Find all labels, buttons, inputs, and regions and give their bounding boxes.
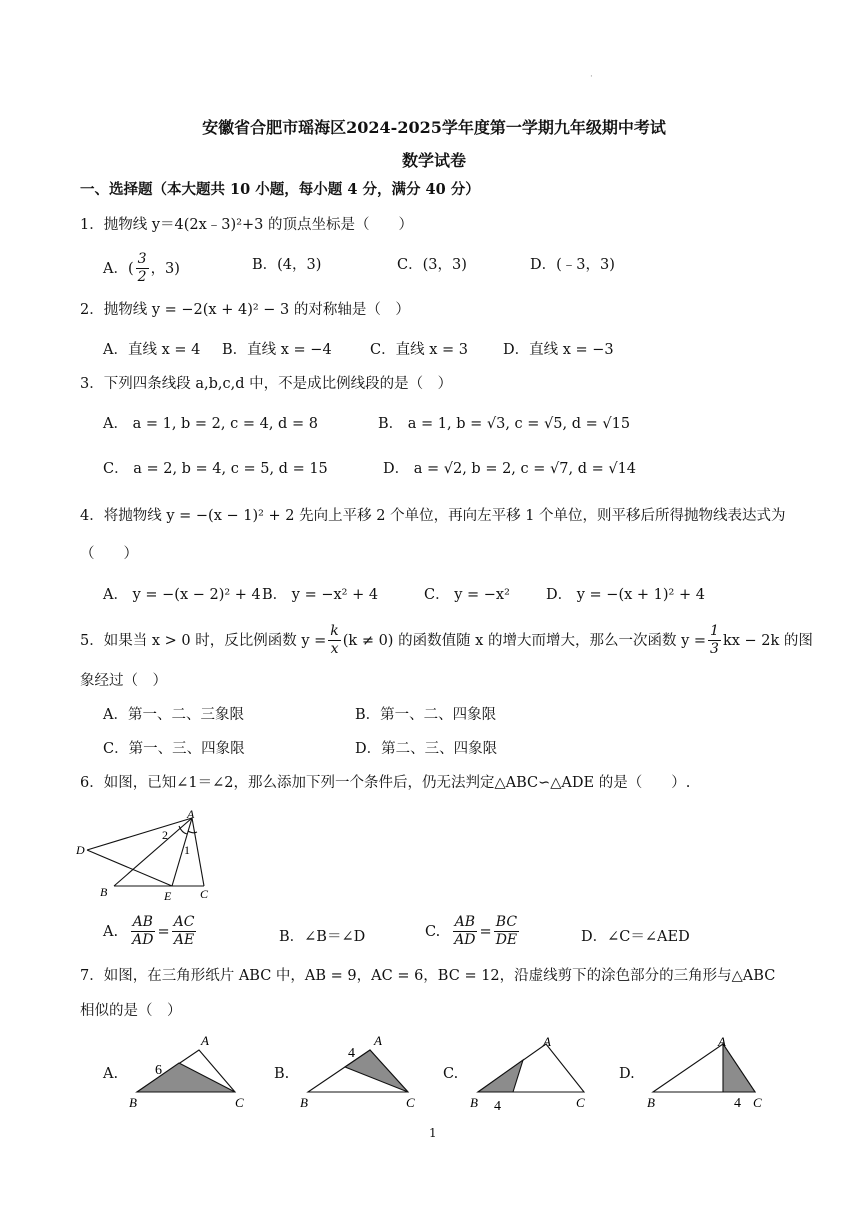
q3-option-a: A． a = 1, b = 2, c = 4, d = 8 [103, 416, 318, 432]
q6-option-a [103, 914, 198, 949]
q5-option-c: C．第一、三、四象限 [103, 741, 245, 757]
q2-option-a: A．直线 x = 4 [103, 342, 201, 358]
exam-title: 安徽省合肥市瑶海区2024-2025学年度第一学期九年级期中考试 [202, 118, 666, 137]
q5-text-3: kx − 2k 的图 [722, 632, 813, 649]
q6-c-eq: = [479, 923, 492, 940]
q5-fraction-k-x [328, 623, 340, 658]
q1-stem: 1．抛物线 y＝4(2x﹣3)²+3 的顶点坐标是（ ） [80, 217, 413, 233]
q6-c-n1: AB [454, 914, 476, 930]
q7-option-c-label: C. [443, 1066, 459, 1082]
q1-option-d: D．(﹣3，3) [530, 257, 615, 273]
q6-angle-2: 2 [162, 828, 168, 842]
q7-option-d-label: D. [619, 1066, 635, 1082]
q5-text-1: 5．如果当 x > 0 时，反比例函数 y = [80, 632, 327, 649]
q7-figure-d [643, 1030, 778, 1115]
q6-c-frac1 [452, 914, 477, 949]
q6-a-eq: = [157, 923, 170, 940]
q7-c-side-4: 4 [494, 1099, 501, 1114]
q5-option-d: D．第二、三、四象限 [355, 741, 498, 757]
q4-option-c: C． y = −x² [424, 587, 510, 603]
q7-a-label-c: C [235, 1095, 244, 1110]
q7-stem: 7．如图，在三角形纸片 ABC 中，AB = 9，AC = 6，BC = 12，沿虚线剪下的涂色部分的三角形与△ABC [80, 968, 776, 984]
q6-stem: 6．如图，已知∠1＝∠2，那么添加下列一个条件后，仍无法判定△ABC∽△ADE 的是（ ）. [80, 775, 691, 791]
section-heading: 一、选择题（本大题共 10 小题，每小题 4 分，满分 40 分） [80, 181, 480, 198]
q2-stem: 2．抛物线 y = −2(x + 4)² − 3 的对称轴是（ ） [80, 302, 410, 318]
q6-c-d1: AD [454, 932, 476, 948]
q6-c-n2: BC [495, 914, 518, 930]
q7-d-side-4: 4 [734, 1096, 741, 1111]
q7-a-label-a: A [201, 1033, 209, 1048]
q6-a-prefix: A. [103, 923, 119, 940]
q2-option-b: B．直线 x = −4 [222, 342, 332, 358]
q4-option-a: A． y = −(x − 2)² + 4 [103, 587, 261, 603]
q6-label-c: C [200, 887, 209, 901]
q4-option-b: B． y = −x² + 4 [262, 587, 379, 603]
q6-option-d: D．∠C＝∠AED [581, 929, 690, 945]
q7-c-label-c: C [576, 1095, 585, 1110]
q4-stem-answer: （ ） [80, 546, 138, 562]
q7-c-label-a: A [543, 1034, 551, 1049]
q3-option-b: B． a = 1, b = √3, c = √5, d = √15 [378, 416, 631, 432]
q1-a-fraction [136, 251, 149, 286]
q5-text-2: (k ≠ 0) 的函数值随 x 的增大而增大，那么一次函数 y = [342, 632, 707, 649]
q1-a-num: 3 [137, 251, 147, 267]
q6-option-b: B．∠B＝∠D [279, 929, 366, 945]
q6-label-e: E [164, 889, 172, 903]
q5-option-b: B．第一、二、四象限 [355, 707, 497, 723]
q5-option-a: A．第一、二、三象限 [103, 707, 244, 723]
q7-option-a-label: A. [103, 1066, 119, 1082]
q5-f1-num: k [330, 623, 339, 639]
q3-option-d: D． a = √2, b = 2, c = √7, d = √14 [383, 461, 637, 477]
q6-a-n2: AC [173, 914, 195, 930]
q6-label-a: A [187, 807, 195, 821]
q7-b-side-4: 4 [348, 1046, 355, 1061]
q7-c-label-b: B [470, 1095, 478, 1110]
q7-figure-a [125, 1030, 260, 1115]
q7-a-label-b: B [129, 1095, 137, 1110]
q7-option-b-label: B. [274, 1066, 290, 1082]
q6-option-c [425, 914, 521, 949]
q7-figure-b [298, 1030, 433, 1115]
q6-angle-1: 1 [184, 843, 190, 857]
q5-f1-den: x [330, 641, 339, 657]
q1-option-c: C．(3，3) [397, 257, 467, 273]
q7-b-label-c: C [406, 1095, 415, 1110]
q2-option-d: D．直线 x = −3 [503, 342, 614, 358]
q1-a-prefix: A．( [103, 260, 134, 277]
q7-c-shaded-triangle [478, 1060, 523, 1092]
q7-b-label-b: B [300, 1095, 308, 1110]
q6-a-n1: AB [132, 914, 153, 930]
q5-stem [80, 623, 813, 658]
q7-figure-c [468, 1030, 603, 1115]
q7-d-label-c: C [753, 1095, 762, 1110]
q4-option-d: D． y = −(x + 1)² + 4 [546, 587, 705, 603]
q7-d-label-b: B [647, 1095, 655, 1110]
q5-f2-num: 1 [710, 623, 719, 639]
q7-d-shaded-triangle [723, 1044, 755, 1092]
corner-mark: · [590, 72, 593, 82]
q5-stem-answer: 象经过（ ） [80, 673, 167, 689]
q6-label-b: B [100, 885, 108, 899]
q2-option-c: C．直线 x = 3 [370, 342, 468, 358]
q5-f2-den: 3 [710, 641, 719, 657]
exam-subtitle: 数学试卷 [401, 151, 466, 170]
q7-stem-answer: 相似的是（ ） [80, 1003, 182, 1019]
q1-option-a [103, 251, 180, 286]
q6-a-frac1 [130, 914, 155, 949]
q6-a-d2: AE [173, 932, 195, 948]
q1-a-suffix: ，3) [150, 260, 180, 277]
q3-stem: 3．下列四条线段 a,b,c,d 中，不是成比例线段的是（ ） [80, 376, 453, 392]
q7-a-side-6: 6 [155, 1063, 162, 1078]
q7-b-label-a: A [374, 1033, 382, 1048]
q6-figure [76, 806, 216, 906]
q5-fraction-one-third [708, 623, 721, 658]
q6-c-prefix: C. [425, 923, 441, 940]
q7-d-label-a: A [718, 1034, 726, 1049]
q7-a-shaded-triangle [137, 1063, 235, 1092]
q3-option-c: C． a = 2, b = 4, c = 5, d = 15 [103, 461, 328, 477]
page-number: 1 [429, 1126, 437, 1140]
q6-a-frac2 [172, 914, 197, 949]
q4-stem: 4．将抛物线 y = −(x − 1)² + 2 先向上平移 2 个单位，再向左平移 1 个单位，则平移后所得抛物线表达式为 [80, 508, 786, 524]
q6-a-d1: AD [132, 932, 154, 948]
q6-label-d: D [76, 843, 85, 857]
q6-c-frac2 [494, 914, 519, 949]
q6-c-d2: DE [495, 932, 518, 948]
q1-a-den: 2 [137, 269, 147, 285]
q1-option-b: B．(4，3) [252, 257, 322, 273]
